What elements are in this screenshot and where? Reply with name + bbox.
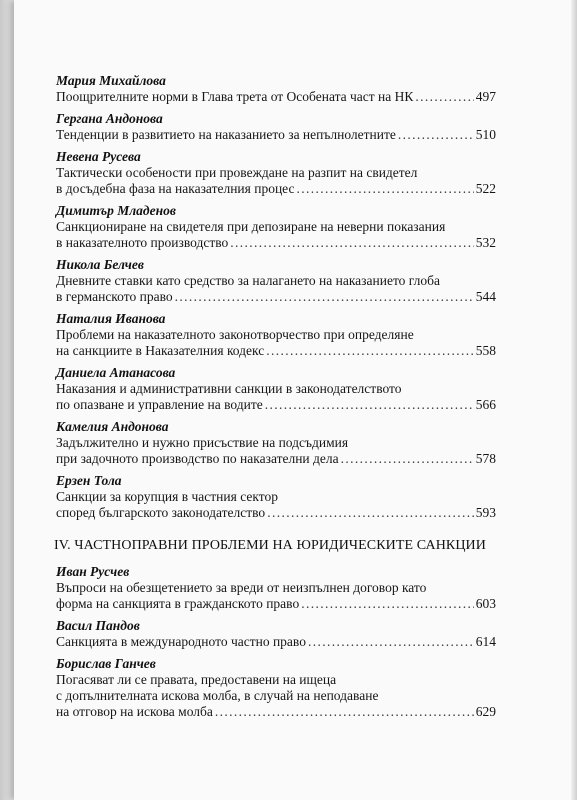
dot-leader [215, 704, 474, 720]
entry-title-line: Наказания и административни санкции в законодателството [56, 381, 402, 396]
entry-title-last-line [56, 89, 496, 105]
entry-title-line: Задължително и нужно присъствие на подсъдимия [56, 435, 349, 450]
entry-page-number: 522 [475, 181, 496, 196]
entry-title-line: Въпроси на обезщетението за вреди от неизпълнен договор като [56, 580, 427, 595]
dot-leader [301, 596, 474, 612]
entry-title-line: Тактически особености при провеждане на разпит на свидетел [56, 165, 418, 180]
entry-title-text: на отговор на искова молба [56, 704, 213, 719]
entry-title-line: Санкции за корупция в частния сектор [56, 489, 278, 504]
entry-page-number: 603 [475, 596, 496, 611]
toc-entry [56, 202, 496, 251]
entry-author: Невена Русева [56, 149, 141, 164]
entry-page-number: 497 [475, 89, 496, 104]
entry-author: Даниела Атанасова [56, 365, 176, 380]
dot-leader [265, 397, 474, 413]
entry-title-text: в досъдебна фаза на наказателния процес [56, 181, 295, 196]
entry-author: Гергана Андонова [56, 111, 163, 126]
entry-author: Борислав Ганчев [56, 656, 156, 671]
entry-page-number: 614 [475, 634, 496, 649]
section-heading: IV. ЧАСТНОПРАВНИ ПРОБЛЕМИ НА ЮРИДИЧЕСКИТЕ САНКЦИИ [54, 538, 486, 553]
entry-title-text: в германското право [56, 289, 173, 304]
entry-title-text: в наказателното производство [56, 235, 229, 250]
entry-title-line: Погасяват ли се правата, предоставени на ищеца [56, 672, 337, 687]
toc-entry [56, 655, 496, 720]
entry-title-line: Санкциониране на свидетеля при депозиране на неверни показания [56, 219, 446, 234]
entry-title-last-line [56, 397, 496, 413]
entry-author: Никола Белчев [56, 257, 144, 272]
entry-title-line: с допълнителната искова молба, в случай на неподаване [56, 688, 379, 703]
entry-title-line: Дневните ставки като средство за налагането на наказанието глоба [56, 273, 440, 288]
entry-title-last-line [56, 596, 496, 612]
entry-author: Камелия Андонова [56, 419, 169, 434]
toc-entry [56, 364, 496, 413]
entry-title-last-line [56, 127, 496, 143]
entry-page-number: 593 [475, 505, 496, 520]
entry-author: Наталия Иванова [56, 311, 166, 326]
toc-entry [56, 110, 496, 143]
entry-title-text: по опазване и управление на водите [56, 397, 263, 412]
entry-title-text: Санкцията в международното частно право [56, 634, 306, 649]
entry-page-number: 629 [475, 704, 496, 719]
entry-title-last-line [56, 289, 496, 305]
entry-title-line: Проблеми на наказателното законотворчество при определяне [56, 327, 414, 342]
table-of-contents [56, 72, 496, 725]
dot-leader [175, 289, 474, 305]
entry-author: Иван Русчев [56, 564, 130, 579]
entry-title-last-line [56, 634, 496, 650]
entry-title-text: според българското законодателство [56, 505, 266, 520]
entry-title-text: на санкциите в Наказателния кодекс [56, 343, 265, 358]
entry-title-text: при задочното производство по наказателни дела [56, 451, 339, 466]
entry-title-last-line [56, 343, 496, 359]
entry-title-last-line [56, 704, 496, 720]
toc-entry [56, 310, 496, 359]
dot-leader [266, 343, 474, 359]
entry-title-text: Тенденции в развитието на наказанието за непълнолетните [56, 127, 396, 142]
entry-title-last-line [56, 505, 496, 521]
dot-leader [341, 451, 474, 467]
entry-title-last-line [56, 181, 496, 197]
toc-entry [56, 472, 496, 521]
scan-right-edge [571, 0, 577, 800]
dot-leader [297, 181, 474, 197]
entry-title-text: форма на санкцията в гражданското право [56, 596, 300, 611]
toc-entry [56, 256, 496, 305]
dot-leader [415, 89, 473, 105]
entry-author: Ерзен Тола [56, 473, 122, 488]
toc-entry [56, 563, 496, 612]
entry-page-number: 578 [475, 451, 496, 466]
entry-page-number: 566 [475, 397, 496, 412]
toc-entries-part2 [56, 563, 496, 720]
dot-leader [267, 505, 474, 521]
entry-page-number: 532 [475, 235, 496, 250]
entry-author: Мария Михайлова [56, 73, 166, 88]
toc-entry [56, 617, 496, 650]
toc-entry [56, 72, 496, 105]
toc-entry [56, 148, 496, 197]
entry-author: Димитър Младенов [56, 203, 176, 218]
scan-left-edge [0, 0, 14, 800]
entry-title-last-line [56, 451, 496, 467]
entry-page-number: 510 [475, 127, 496, 142]
entry-author: Васил Пандов [56, 618, 140, 633]
entry-page-number: 558 [475, 343, 496, 358]
entry-title-text: Поощрителните норми в Глава трета от Особената част на НК [56, 89, 414, 104]
entry-title-last-line [56, 235, 496, 251]
dot-leader [230, 235, 473, 251]
entry-page-number: 544 [475, 289, 496, 304]
toc-entries-part1 [56, 72, 496, 521]
toc-entry [56, 418, 496, 467]
dot-leader [308, 634, 474, 650]
dot-leader [398, 127, 474, 143]
